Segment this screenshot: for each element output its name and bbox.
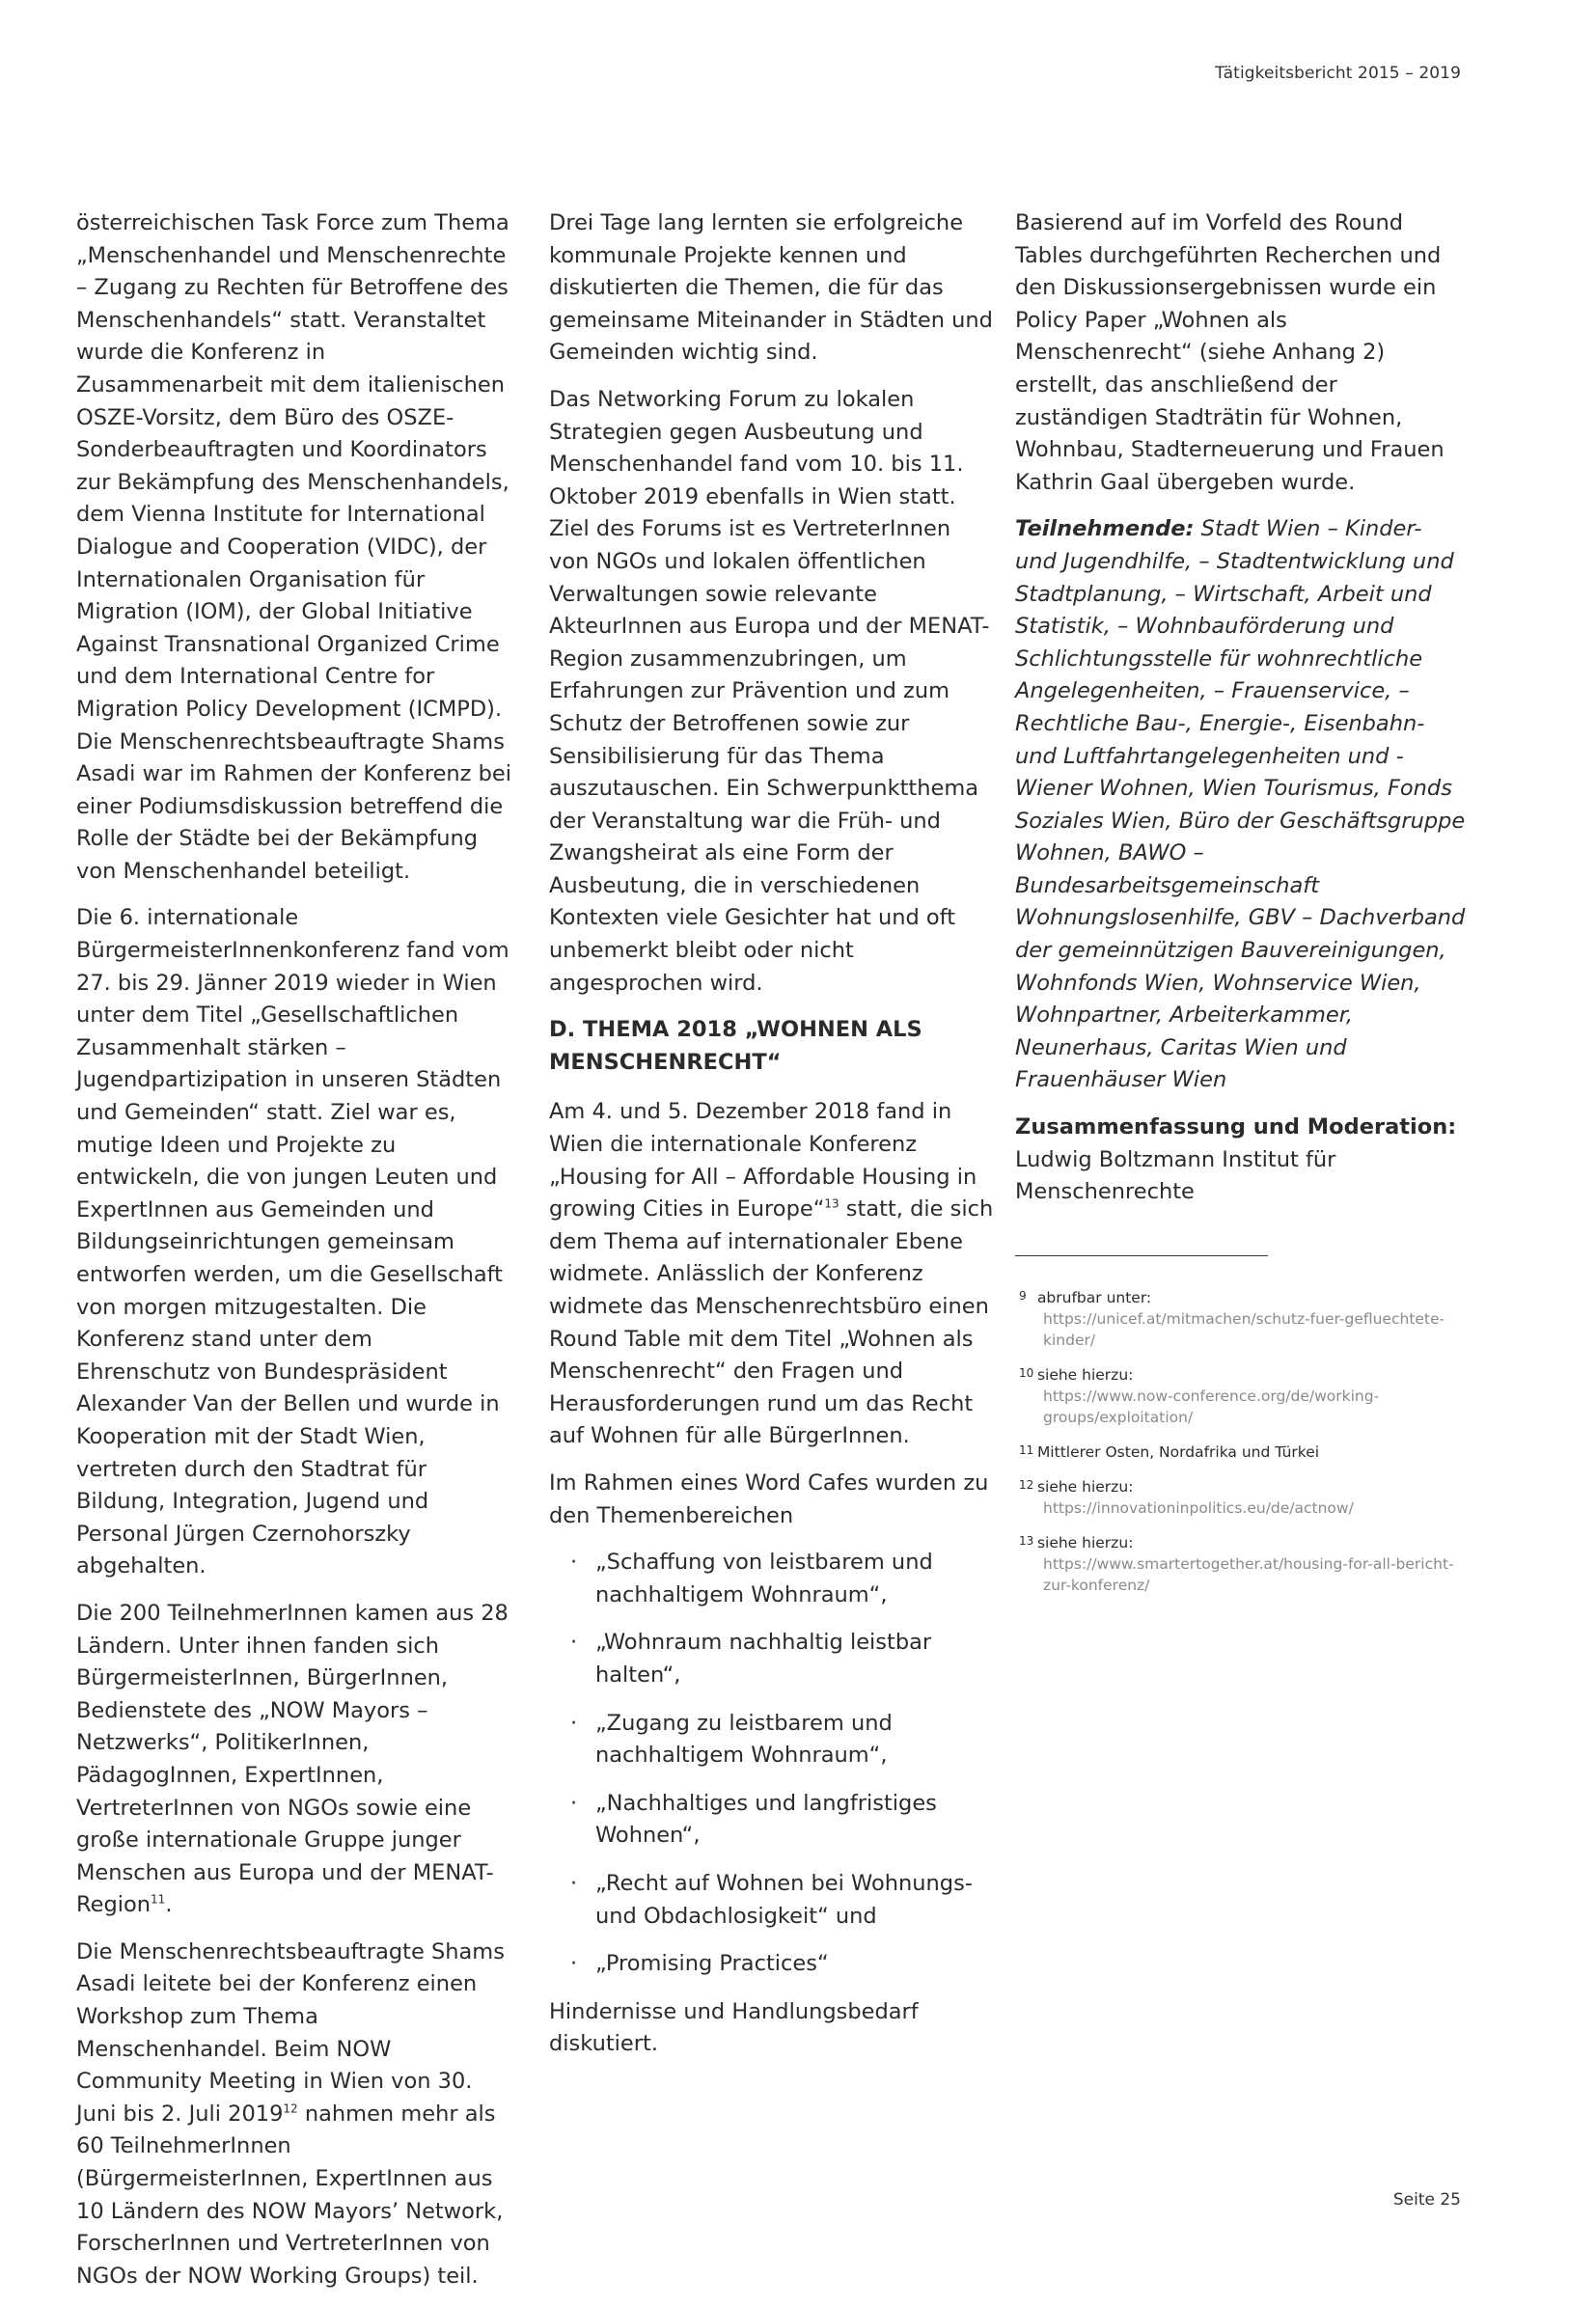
paragraph: [76, 1936, 512, 2293]
footnotes: [1015, 1285, 1467, 1596]
footnote-link[interactable]: https://unicef.at/mitmachen/schutz-fuer-gefluechtete-kinder/: [1043, 1309, 1445, 1349]
summary-text: Ludwig Boltzmann Institut für Menschenrechte: [1015, 1146, 1336, 1205]
summary-paragraph: [1015, 1112, 1467, 1209]
bullet-icon: ·: [570, 1951, 578, 1977]
summary-label: Zusammenfassung und Moderation:: [1015, 1114, 1457, 1140]
list-item: [549, 1948, 995, 1981]
footnote-item: [1015, 1440, 1467, 1463]
paragraph: [76, 1598, 512, 1922]
paragraph-text: statt, die sich dem Thema auf internationaler Ebene widmete. Anlässlich der Konferenz widmete das Menschenrechtsbüro einen Round Table mit dem Titel „Wohnen als Menschenrecht“ den Fragen und Herausforderungen rund um das Recht auf Wohnen für alle BürgerInnen.: [549, 1196, 994, 1449]
footnote-number: 10: [1019, 1365, 1034, 1380]
paragraph: [549, 1096, 995, 1453]
list-item-text: „Wohnraum nachhaltig leistbar halten“,: [595, 1630, 932, 1688]
footnote-text: siehe hierzu:: [1036, 1477, 1134, 1496]
paragraph: Im Rahmen eines Word Cafes wurden zu den Themenbereichen: [549, 1469, 989, 1528]
text-column-left: [76, 207, 512, 2307]
footnote-text: abrufbar unter:: [1036, 1288, 1152, 1306]
running-header: Tätigkeitsbericht 2015 – 2019: [1215, 64, 1461, 83]
list-item: [549, 1788, 995, 1853]
participants-label: Teilnehmende:: [1015, 516, 1195, 542]
bullet-icon: ·: [570, 1710, 578, 1736]
list-item: [549, 1708, 995, 1772]
footnote-ref: 13: [824, 1196, 839, 1211]
bullet-icon: ·: [570, 1870, 578, 1896]
topic-list: [549, 1547, 995, 1981]
text-column-right: [1015, 207, 1467, 1607]
bullet-icon: ·: [570, 1630, 578, 1656]
footnote-link[interactable]: https://www.smartertogether.at/housing-for-all-bericht-zur-konferenz/: [1043, 1554, 1454, 1594]
list-item-text: „Promising Practices“: [595, 1951, 829, 1977]
paragraph: Das Networking Forum zu lokalen Strategien gegen Ausbeutung und Menschenhandel fand vom 10. bis 11. Oktober 2019 ebenfalls in Wien statt. Ziel des Forums ist es VertreterInnen von NGOs und lokalen öffentlichen Verwaltungen sowie relevante AkteurInnen aus Europa und der MENAT-Region zusammenzubringen, um Erfahrungen zur Prävention und zum Schutz der Betroffenen sowie zur Sensibilisierung für das Thema auszutauschen. Ein Schwerpunktthema der Veranstaltung war die Früh- und Zwangsheirat als eine Form der Ausbeutung, die in verschiedenen Kontexten viele Gesichter hat und oft unbemerkt bleibt oder nicht angesprochen wird.: [549, 386, 990, 996]
paragraph: Drei Tage lang lernten sie erfolgreiche kommunale Projekte kennen und diskutierten die Themen, die für das gemeinsame Miteinander in Städten und Gemeinden wichtig sind.: [549, 210, 993, 366]
paragraph: Hindernisse und Handlungsbedarf diskutiert.: [549, 1998, 919, 2057]
footnote-divider: [1015, 1255, 1268, 1256]
paragraph-text: .: [165, 1892, 173, 1918]
list-item-text: „Nachhaltiges und langfristiges Wohnen“,: [595, 1790, 937, 1849]
participants-paragraph: [1015, 513, 1467, 1097]
section-heading: D. THEMA 2018 „WOHNEN ALS MENSCHENRECHT“: [549, 1017, 922, 1075]
paragraph: österreichischen Task Force zum Thema „Menschenhandel und Menschenrechte – Zugang zu Rechten für Betroffene des Menschenhandels“ statt. Veranstaltet wurde die Konferenz in Zusammenarbeit mit dem italienischen OSZE-Vorsitz, dem Büro des OSZE-Sonderbeauftragten und Koordinators zur Bekämpfung des Menschenhandels, dem Vienna Institute for International Dialogue and Cooperation (VIDC), der Internationalen Organisation für Migration (IOM), der Global Initiative Against Transnational Organized Crime und dem International Centre for Migration Policy Development (ICMPD). Die Menschenrechtsbeauftragte Shams Asadi war im Rahmen der Konferenz bei einer Podiumsdiskussion betreffend die Rolle der Städte bei der Bekämpfung von Menschenhandel beteiligt.: [76, 210, 512, 884]
footnote-item: [1015, 1530, 1467, 1596]
list-item: [549, 1547, 995, 1611]
paragraph-text: Am 4. und 5. Dezember 2018 fand in Wien die internationale Konferenz „Housing for All – Affordable Housing in growing Cities in Europe“: [549, 1099, 977, 1222]
text-column-middle: [549, 207, 995, 2075]
footnote-link[interactable]: https://innovationinpolitics.eu/de/actnow/: [1043, 1498, 1354, 1517]
footnote-number: 12: [1019, 1477, 1034, 1492]
footnote-item: [1015, 1474, 1467, 1519]
list-item: [549, 1627, 995, 1691]
list-item-text: „Recht auf Wohnen bei Wohnungs- und Obdachlosigkeit“ und: [595, 1870, 973, 1929]
footnote-link[interactable]: https://www.now-conference.org/de/working-groups/exploitation/: [1043, 1387, 1380, 1426]
bullet-icon: ·: [570, 1790, 578, 1816]
footnote-number: 9: [1019, 1288, 1027, 1303]
bullet-icon: ·: [570, 1550, 578, 1576]
list-item-text: „Zugang zu leistbarem und nachhaltigem Wohnraum“,: [595, 1710, 893, 1769]
paragraph-text: nahmen mehr als 60 TeilnehmerInnen (BürgermeisterInnen, ExpertInnen aus 10 Ländern des NOW Mayors’ Network, ForscherInnen und VertreterInnen von NGOs der NOW Working Groups) teil.: [76, 2101, 504, 2289]
paragraph: Basierend auf im Vorfeld des Round Tables durchgeführten Recherchen und den Diskussionsergebnissen wurde ein Policy Paper „Wohnen als Menschenrecht“ (siehe Anhang 2) erstellt, das anschließend der zuständigen Stadträtin für Wohnen, Wohnbau, Stadterneuerung und Frauen Kathrin Gaal übergeben wurde.: [1015, 210, 1445, 495]
paragraph: Die 6. internationale BürgermeisterInnenkonferenz fand vom 27. bis 29. Jänner 2019 wieder in Wien unter dem Titel „Gesellschaftlichen Zusammenhalt stärken – Jugendpartizipation in unseren Städten und Gemeinden“ statt. Ziel war es, mutige Ideen und Projekte zu entwickeln, die von jungen Leuten und ExpertInnen aus Gemeinden und Bildungseinrichtungen gemeinsam entworfen werden, um die Gesellschaft von morgen mitzugestalten. Die Konferenz stand unter dem Ehrenschutz von Bundespräsident Alexander Van der Bellen und wurde in Kooperation mit der Stadt Wien, vertreten durch den Stadtrat für Bildung, Integration, Jugend und Personal Jürgen Czernohorszky abgehalten.: [76, 905, 509, 1579]
participants-text: Stadt Wien – Kinder- und Jugendhilfe, – Stadtentwicklung und Stadtplanung, – Wirtschaft, Arbeit und Statistik, – Wohnbauförderung und Schlichtungsstelle für wohnrechtliche Angelegenheiten, – Frauenservice, – Rechtliche Bau-, Energie-, Eisenbahn- und Luftfahrtangelegenheiten und - Wiener Wohnen, Wien Tourismus, Fonds Soziales Wien, Büro der Geschäftsgruppe Wohnen, BAWO – Bundesarbeitsgemeinschaft Wohnungslosenhilfe, GBV – Dachverband der gemeinnützigen Bauvereinigungen, Wohnfonds Wien, Wohnservice Wien, Wohnpartner, Arbeiterkammer, Neunerhaus, Caritas Wien und Frauenhäuser Wien: [1015, 516, 1466, 1093]
list-item: [549, 1868, 995, 1933]
page-number: Seite 25: [1392, 2190, 1461, 2210]
footnote-text: Mittlerer Osten, Nordafrika und Türkei: [1036, 1442, 1320, 1461]
footnote-ref: 11: [151, 1892, 166, 1907]
footnote-number: 11: [1019, 1442, 1034, 1457]
footnote-item: [1015, 1285, 1467, 1351]
paragraph-text: Die Menschenrechtsbeauftragte Shams Asadi leitete bei der Konferenz einen Workshop zum Thema Menschenhandel. Beim NOW Community Meeting in Wien von 30. Juni bis 2. Juli 2019: [76, 1938, 505, 2127]
footnote-text: siehe hierzu:: [1036, 1365, 1134, 1384]
paragraph-text: Die 200 TeilnehmerInnen kamen aus 28 Ländern. Unter ihnen fanden sich BürgermeisterInnen, BürgerInnen, Bedienstete des „NOW Mayors – Netzwerks“, PolitikerInnen, PädagogInnen, ExpertInnen, VertreterInnen von NGOs sowie eine große internationale Gruppe junger Menschen aus Europa und der MENAT-Region: [76, 1600, 509, 1918]
list-item-text: „Schaffung von leistbarem und nachhaltigem Wohnraum“,: [595, 1550, 933, 1607]
footnote-number: 13: [1019, 1533, 1034, 1548]
footnote-ref: 12: [283, 2101, 298, 2116]
footnote-text: siehe hierzu:: [1036, 1533, 1134, 1552]
footnote-item: [1015, 1362, 1467, 1428]
